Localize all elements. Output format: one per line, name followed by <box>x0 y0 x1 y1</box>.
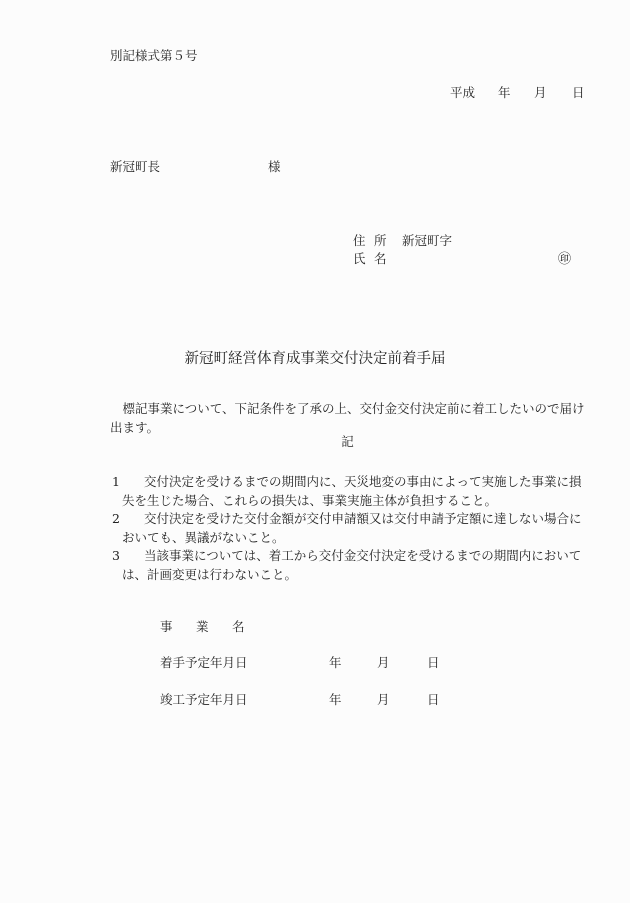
condition-number: 2 <box>112 511 120 526</box>
date-day-label: 日 <box>572 85 585 100</box>
start-day-label: 日 <box>427 655 440 670</box>
applicant-name-row <box>353 253 402 266</box>
submission-date <box>450 87 585 100</box>
applicant-address-row <box>353 235 452 248</box>
project-name-char: 業 <box>196 619 209 634</box>
address-label-1: 住 <box>353 233 366 248</box>
condition-text: 交付決定を受けた交付金額が交付申請額又は交付申請予定額に達しない場合においても、異議がないこと。 <box>122 511 582 545</box>
date-month-label: 月 <box>534 85 547 100</box>
start-date-field <box>160 657 440 670</box>
condition-number: 1 <box>112 474 120 489</box>
address-value: 新冠町字 <box>402 233 453 248</box>
end-date-field <box>160 694 440 707</box>
address-label-2: 所 <box>374 233 387 248</box>
end-month-label: 月 <box>377 692 390 707</box>
end-day-label: 日 <box>427 692 440 707</box>
date-year-label: 年 <box>498 85 511 100</box>
body-paragraph: 標記事業について、下記条件を了承の上、交付金交付決定前に着工したいので届け出ます。 <box>110 401 585 435</box>
name-label-2: 名 <box>374 251 387 266</box>
document-title: 新冠町経営体育成事業交付決定前着手届 <box>184 351 446 367</box>
project-name-char: 事 <box>160 619 173 634</box>
name-label-1: 氏 <box>353 251 366 266</box>
project-name-char: 名 <box>232 619 245 634</box>
condition-text: 交付決定を受けるまでの期間内に、天災地変の事由によって実施した事業に損失を生じた場合、これらの損失は、事業実施主体が負担すること。 <box>122 474 582 508</box>
start-month-label: 月 <box>377 655 390 670</box>
condition-item <box>110 473 590 510</box>
condition-text: 当該事業については、着工から交付金交付決定を受けるまでの期間内においては、計画変更は行わないこと。 <box>122 548 582 582</box>
seal-icon: ㊞ <box>558 252 572 267</box>
condition-item <box>110 547 590 584</box>
ki-heading: 記 <box>341 434 354 449</box>
addressee-honorific: 様 <box>268 159 281 174</box>
date-era: 平成 <box>450 85 476 100</box>
start-year-label: 年 <box>329 655 342 670</box>
form-number: 別記様式第５号 <box>110 48 198 63</box>
end-date-label: 竣工予定年月日 <box>160 692 248 707</box>
project-name-field <box>160 621 245 634</box>
addressee-name: 新冠町長 <box>110 159 161 174</box>
condition-item <box>110 510 590 547</box>
conditions-list <box>110 473 590 584</box>
condition-number: 3 <box>112 548 120 563</box>
end-year-label: 年 <box>329 692 342 707</box>
start-date-label: 着手予定年月日 <box>160 655 248 670</box>
